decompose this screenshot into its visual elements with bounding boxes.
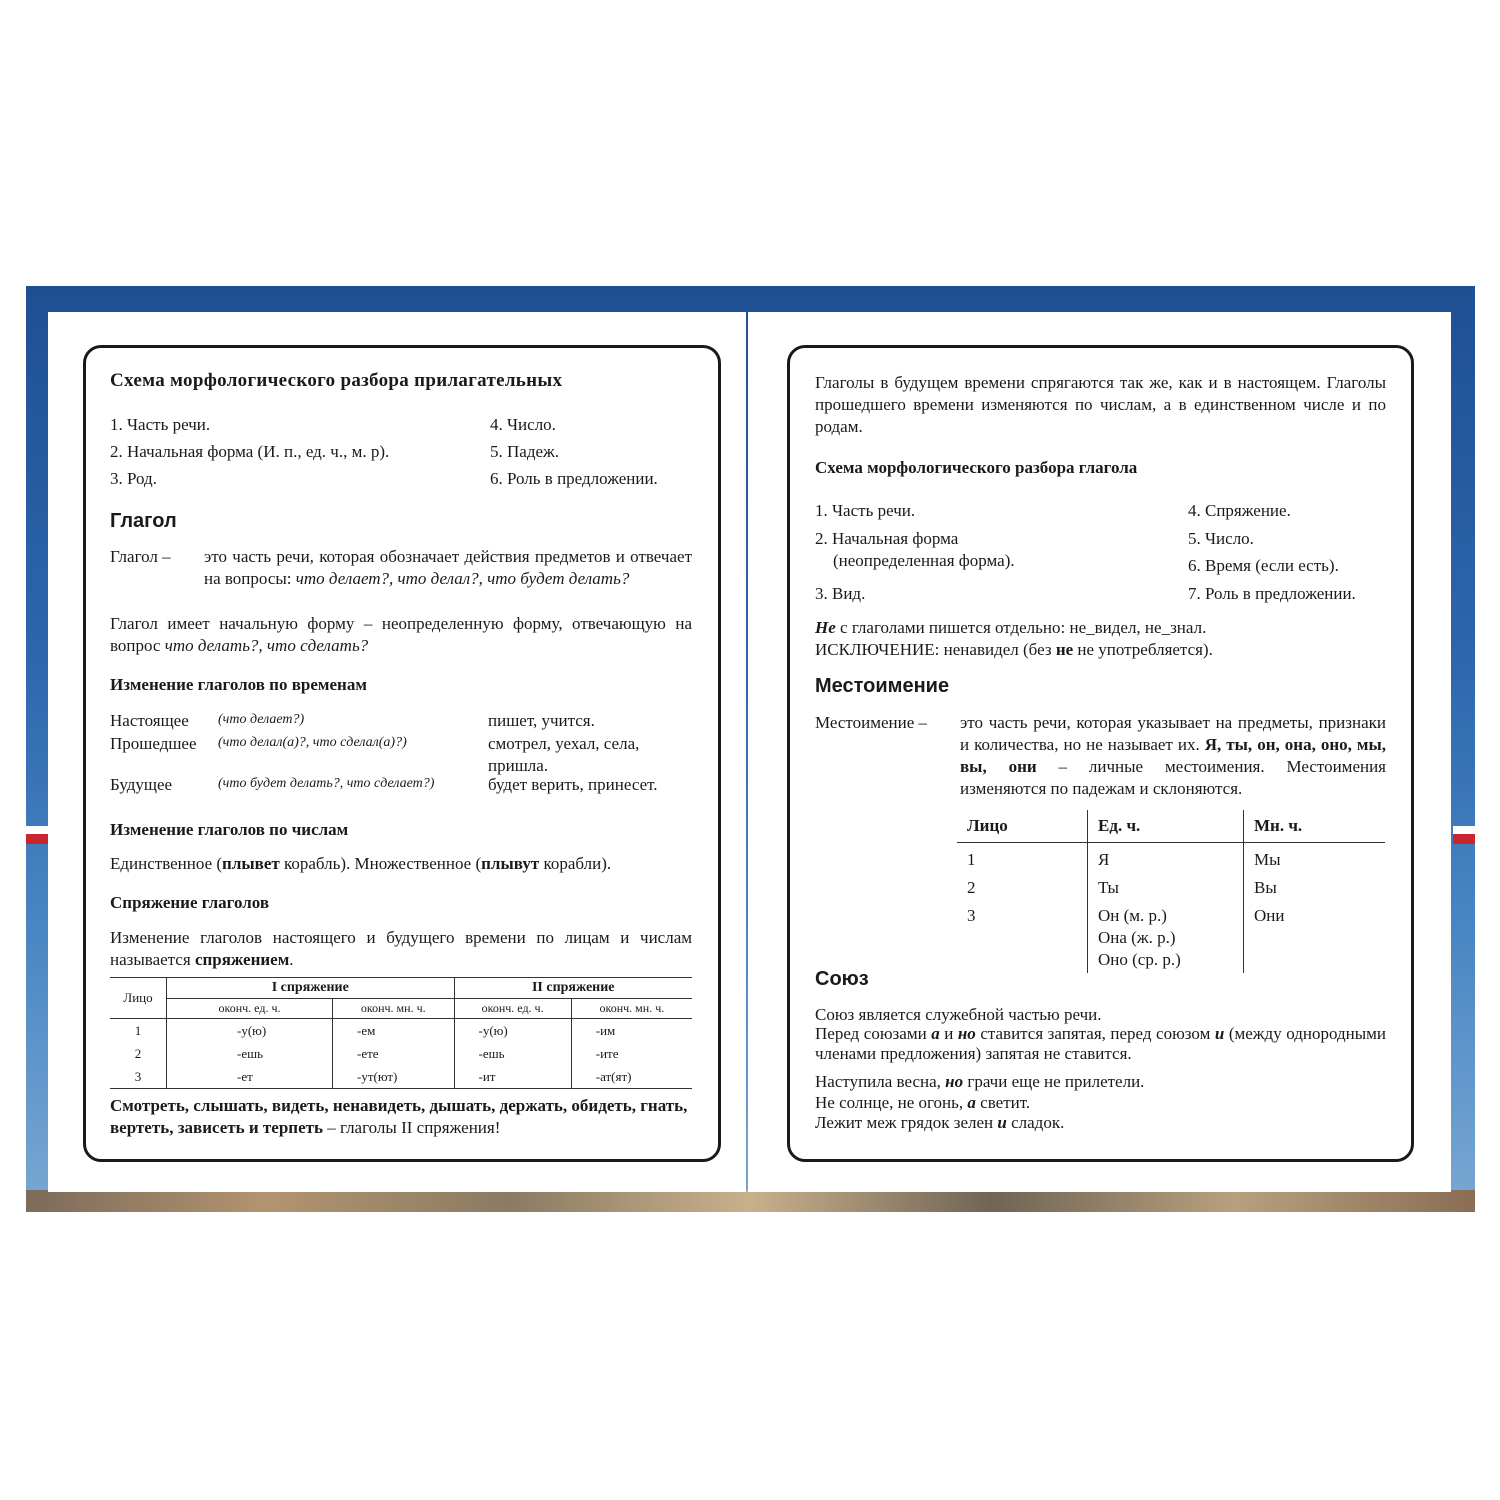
table-row [110, 1019, 692, 1043]
table-cell: Мы [1244, 843, 1386, 874]
pronoun-term: Местоимение – [815, 713, 928, 732]
table-cell: -ете [333, 1042, 455, 1065]
table-cell: -ат(ят) [571, 1065, 692, 1089]
table-row [957, 873, 1385, 901]
verb-initial-form [110, 613, 692, 657]
conj-text: Перед союзами [815, 1024, 932, 1043]
pronoun-def-text: – личные местоимения. Местоимения изменяются по падежам и склоняются. [960, 757, 1386, 798]
table-cell: -ет [167, 1065, 333, 1089]
adj-item: 6. Роль в предложении. [490, 469, 658, 488]
ne-particle: Не [815, 618, 836, 637]
col-sg: оконч. ед. ч. [167, 999, 333, 1019]
number-example-bold: плывет [222, 854, 280, 873]
conj-text: и [939, 1024, 958, 1043]
table-cell: Они [1244, 901, 1386, 973]
verb-item: 1. Часть речи. [815, 501, 916, 520]
example-text: Лежит меж грядок зелен [815, 1113, 998, 1132]
flag-stripe-white-right [1453, 826, 1475, 834]
example-conj: но [945, 1072, 964, 1091]
conj-text: (между однородными членами предложения) запятая не ставится. [815, 1024, 1387, 1063]
tense-example: пишет, учится. [488, 711, 595, 730]
col-second-conjugation: II спряжение [454, 978, 692, 999]
number-heading: Изменение глаголов по числам [110, 820, 349, 839]
col-plural: Мн. ч. [1244, 810, 1386, 843]
adj-item: 1. Часть речи. [110, 415, 211, 434]
verb-term: Глагол – [110, 547, 171, 566]
table-cell: 2 [967, 878, 976, 897]
col-sg: оконч. ед. ч. [454, 999, 571, 1019]
future-tense-text: Глаголы в будущем времени спрягаются так же, как и в настоящем. Глаголы прошедшего времени изменяются по числам, а в единственном числе и по родам. [815, 373, 1386, 436]
adj-item: 5. Падеж. [490, 442, 560, 461]
verb-def-text: это часть речи, которая обозначает действия предметов и отвечает на вопросы: [204, 547, 692, 588]
tense-example: будет верить, принесет. [488, 775, 658, 794]
number-text [110, 853, 611, 875]
ne-rule [815, 617, 1206, 639]
table-cell: -ут(ют) [333, 1065, 455, 1089]
table-cell: -ит [454, 1065, 571, 1089]
verb-item: 6. Время (если есть). [1188, 556, 1339, 575]
conjugation-definition: Изменение глаголов настоящего и будущего времени по лицам и числам называется спряжением. [110, 928, 692, 969]
example-text: сладок. [1006, 1113, 1065, 1132]
pronoun-table [957, 810, 1385, 973]
verb-item: 5. Число. [1188, 529, 1254, 548]
flag-stripe-red [26, 834, 48, 844]
verb-item: (неопределенная форма). [833, 551, 1015, 570]
verb-item: 3. Вид. [815, 584, 866, 603]
table-cell: Вы [1244, 873, 1386, 901]
exception-text: не употребляется). [1073, 640, 1213, 659]
number-text-part: корабль). Множественное ( [279, 854, 482, 873]
conjugation-text: Изменение глаголов настоящего и будущего времени по лицам и числам называется [110, 928, 692, 969]
pronoun-heading: Местоимение [815, 675, 950, 697]
table-cell: 3 [967, 906, 976, 925]
table-cell: 2 [134, 1045, 142, 1061]
conj-a: а [931, 1024, 940, 1043]
example-text: светит. [975, 1093, 1031, 1112]
col-pl: оконч. мн. ч. [571, 999, 692, 1019]
col-first-conjugation: I спряжение [167, 978, 455, 999]
table-row [957, 901, 1385, 973]
tense-name: Будущее [110, 775, 173, 794]
conjugation-table [110, 977, 692, 1089]
verb-definition [204, 546, 692, 590]
conj-text: ставится запятая, перед союзом [975, 1024, 1215, 1043]
exception-ne: не [1055, 640, 1074, 659]
example-text: Наступила весна, [815, 1072, 946, 1091]
col-face: Лицо [110, 978, 167, 1019]
col-face: Лицо [957, 810, 1088, 843]
verb-item: 2. Начальная форма [815, 529, 959, 548]
number-text-part: Единственное ( [110, 854, 223, 873]
conjunction-heading: Союз [815, 968, 869, 990]
verb-form-questions: что делать?, что сделать? [164, 636, 369, 655]
pronoun-definition [960, 712, 1386, 800]
exception-note: – глаголы II спряжения! [322, 1118, 501, 1137]
table-cell: 3 [110, 1065, 167, 1089]
table-row [110, 1042, 692, 1065]
exception-label: ИСКЛЮЧЕНИЕ: [815, 640, 940, 659]
table-row [957, 843, 1385, 874]
exception-text: ненавидел (без [939, 640, 1056, 659]
table-cell: -ем [333, 1019, 455, 1043]
ne-rule-text: с глаголами пишется отдельно: не_видел, не_знал. [835, 618, 1207, 637]
verb-def-questions: что делает?, что делал?, что будет делать? [295, 569, 630, 588]
table-cell: -ешь [454, 1042, 571, 1065]
example-conj: и [997, 1113, 1007, 1132]
verb-heading: Глагол [110, 510, 177, 532]
conj-no: но [957, 1024, 976, 1043]
verb-item: 7. Роль в предложении. [1188, 584, 1356, 603]
conjugation-heading: Спряжение глаголов [110, 893, 270, 912]
table-cell: Ты [1088, 873, 1244, 901]
verb-item: 4. Спряжение. [1188, 501, 1291, 520]
conjugation-term: спряжением [194, 950, 290, 969]
tense-example: смотрел, уехал, села, пришла. [488, 734, 640, 775]
example-text: грачи еще не прилетели. [963, 1072, 1145, 1091]
tense-question: (что делает?) [218, 712, 305, 727]
adj-item: 4. Число. [490, 415, 556, 434]
conjunction-line: Союз является служебной частью речи. [815, 1005, 1102, 1024]
table-cell: -у(ю) [167, 1019, 333, 1043]
table-cell: -им [571, 1019, 692, 1043]
number-text-part: корабли). [539, 854, 612, 873]
example-line [815, 1072, 1144, 1092]
tense-name: Прошедшее [110, 734, 197, 753]
table-cell: -ешь [167, 1042, 333, 1065]
adj-item: 2. Начальная форма (И. п., ед. ч., м. р). [110, 442, 390, 461]
adj-item: 3. Род. [110, 469, 157, 488]
adj-scheme-title: Схема морфологического разбора прилагательных [110, 370, 563, 391]
example-text: Не солнце, не огонь, [815, 1093, 968, 1112]
example-line [815, 1093, 1030, 1113]
verb-scheme-title: Схема морфологического разбора глагола [815, 458, 1138, 477]
tense-heading: Изменение глаголов по временам [110, 675, 367, 694]
exception-verbs: Смотреть, слышать, видеть, ненавидеть, дышать, держать, обидеть, гнать, вертеть, зависеть и терпеть [110, 1096, 688, 1137]
table-cell: Я [1088, 843, 1244, 874]
verb-form-text: Глагол имеет начальную форму – неопределенную форму, отвечающую на вопрос [110, 614, 692, 655]
table-cell: 1 [134, 1022, 142, 1038]
flag-stripe-white [26, 826, 48, 834]
conjunction-rule [815, 1024, 1386, 1064]
table-cell: -ите [571, 1042, 692, 1065]
cover-photo-strip [26, 1190, 1475, 1212]
table-cell: -у(ю) [454, 1019, 571, 1043]
table-row [110, 1065, 692, 1089]
example-conj: а [967, 1093, 976, 1112]
pronoun-def-text: это часть речи, которая указывает на предметы, признаки и количества, но не называет их. [960, 713, 1386, 754]
personal-pronouns: Я, ты, он, она, оно, мы, вы, они [960, 735, 1387, 776]
tense-question: (что будет делать?, что сделает?) [218, 776, 435, 791]
second-conjugation-exceptions [110, 1095, 698, 1139]
col-singular: Ед. ч. [1088, 810, 1244, 843]
conj-i: и [1214, 1024, 1225, 1043]
tense-name: Настоящее [110, 711, 189, 730]
flag-stripe-red-right [1453, 834, 1475, 844]
ne-exception [815, 639, 1213, 661]
table-cell: Он (м. р.) Она (ж. р.) Оно (ср. р.) [1088, 901, 1244, 973]
number-example-bold: плывут [481, 854, 540, 873]
tense-question: (что делал(а)?, что сделал(а)?) [218, 735, 407, 750]
table-cell: 1 [967, 850, 976, 869]
example-line [815, 1113, 1064, 1133]
col-pl: оконч. мн. ч. [333, 999, 455, 1019]
